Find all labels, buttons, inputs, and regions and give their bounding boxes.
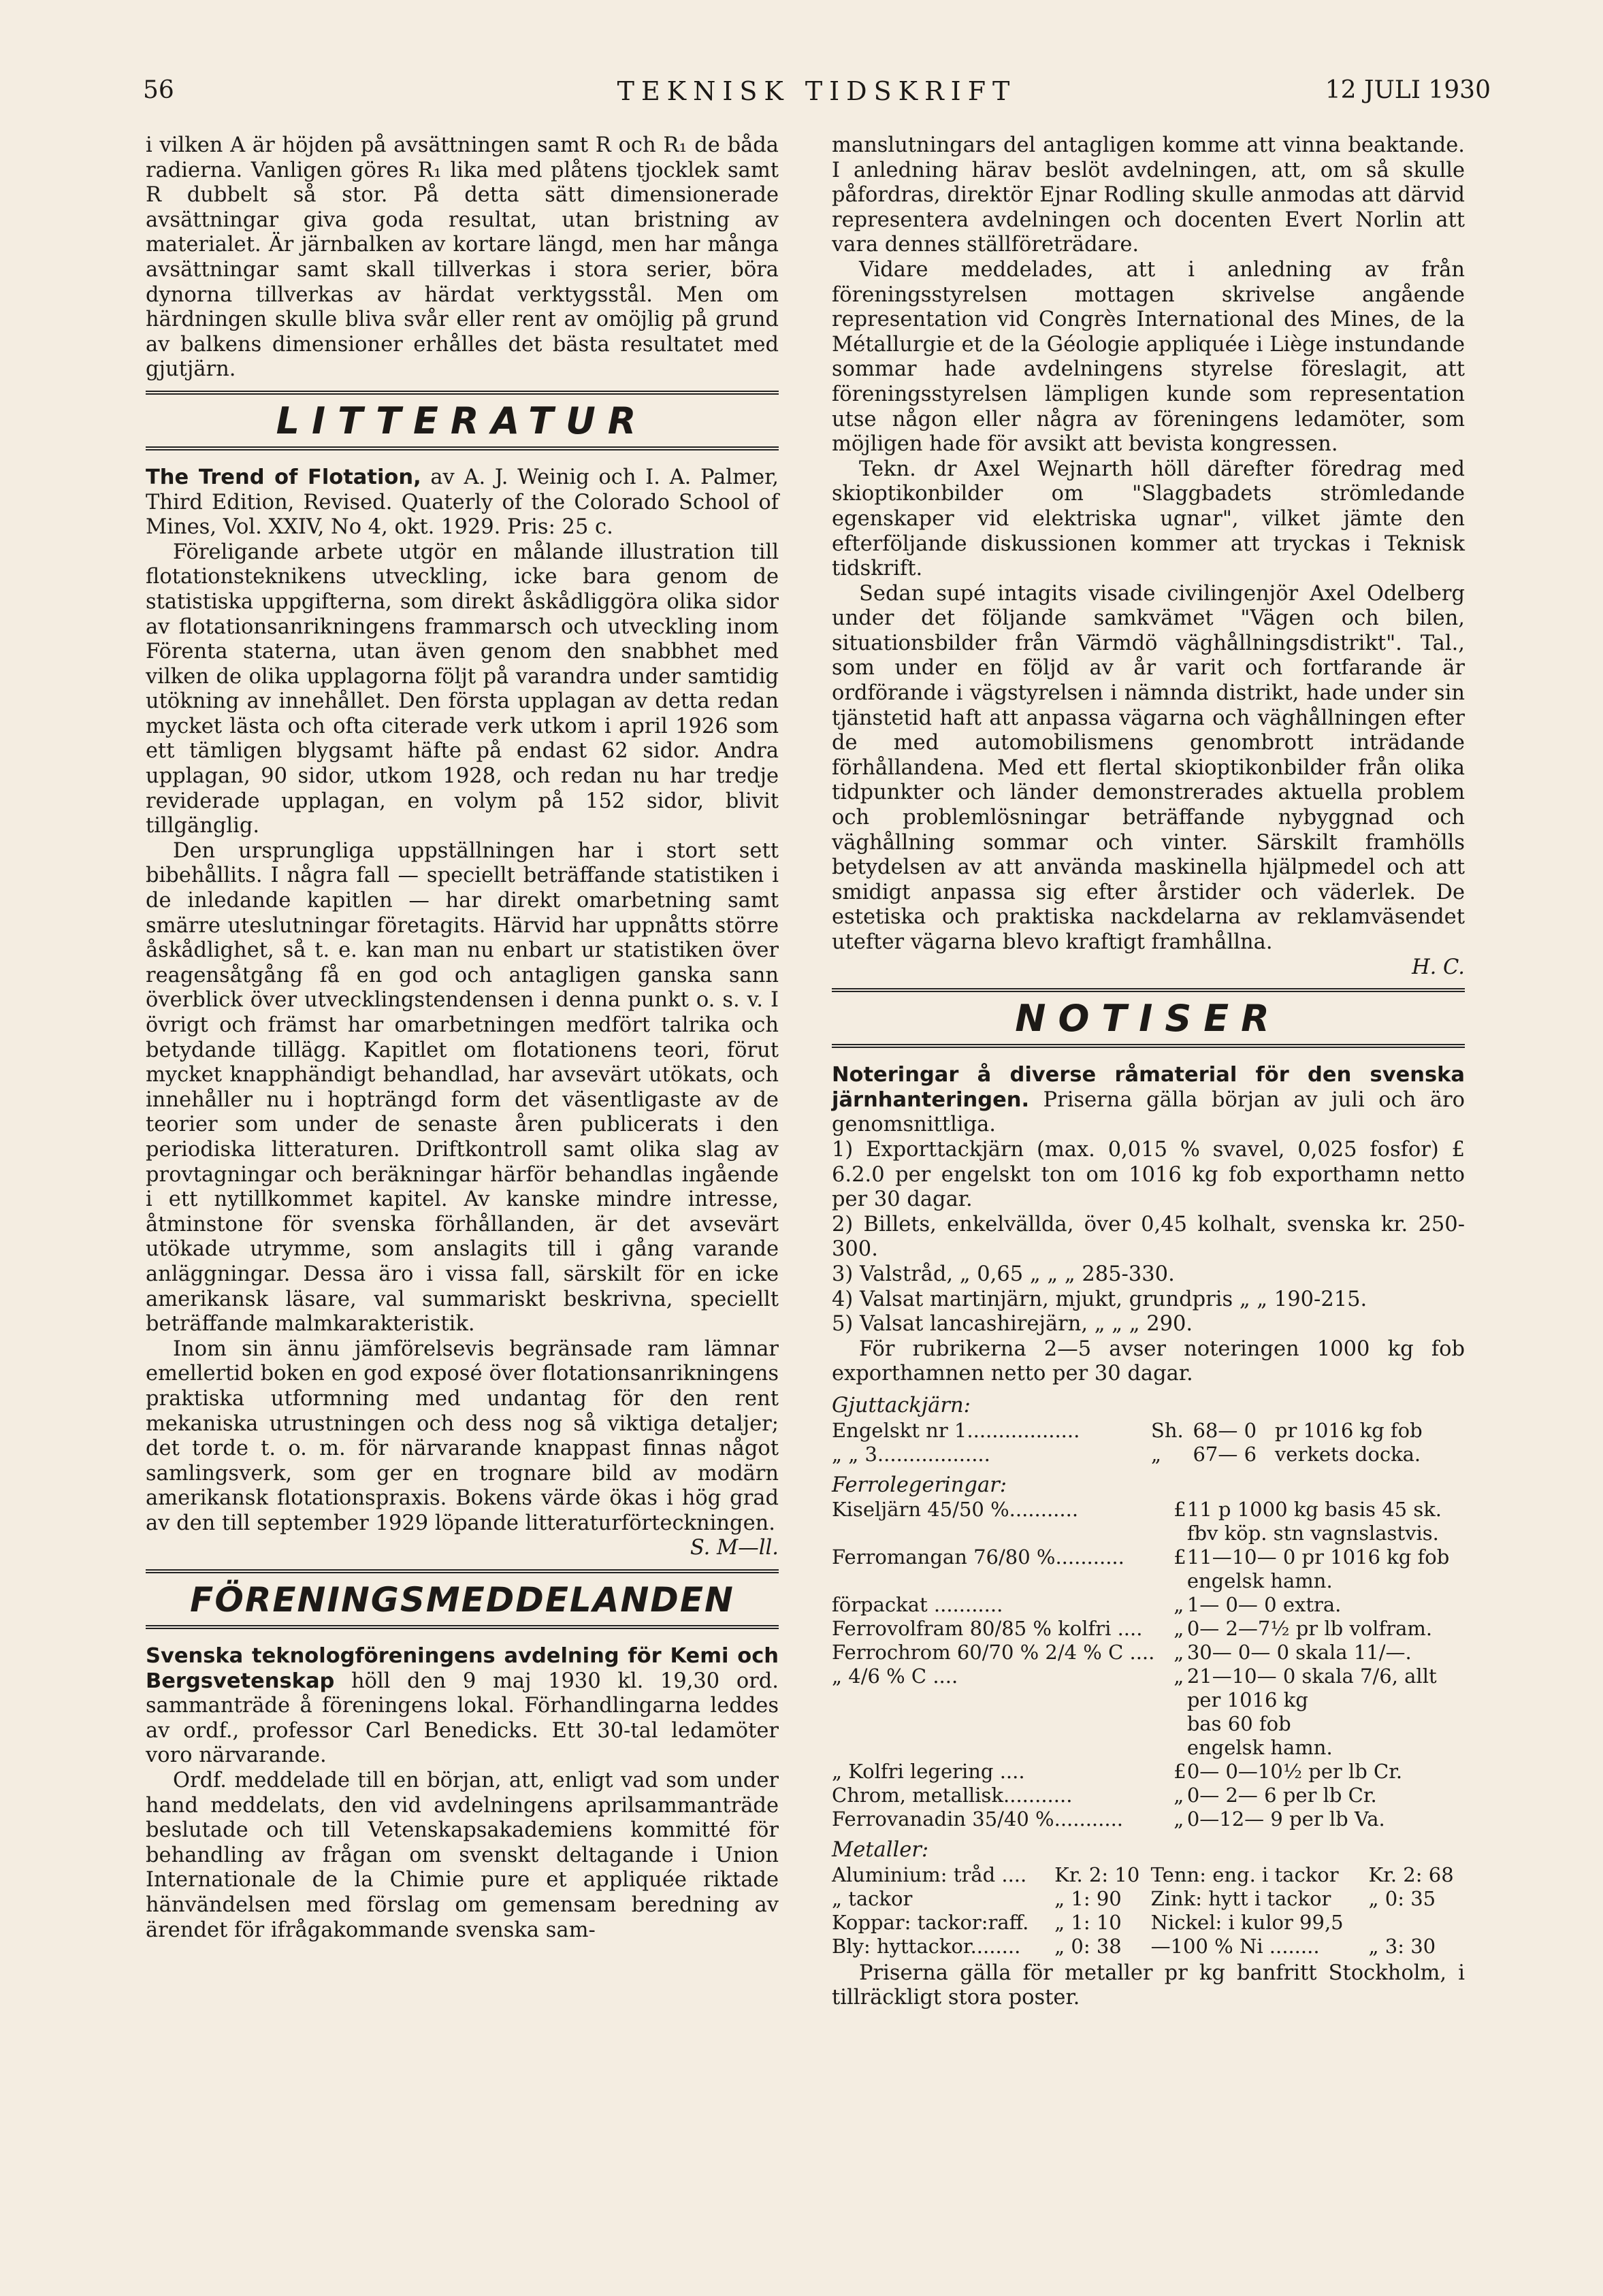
- price: fbv köp. stn vagnslastvis.: [1186, 1522, 1439, 1545]
- issue-date: 12 JULI 1930: [1325, 76, 1491, 104]
- section-litteratur: LITTERATUR: [146, 391, 779, 450]
- book-details: av A. J. Weinig och I. A. Palmer, Third Edition, Revised. Quaterly of the Colorado School of Mines, Vol. XXIV, No 4, okt. 1929. Pris: 25 c.: [146, 465, 779, 540]
- metal-name: Bly: hyttackor........: [832, 1934, 1021, 1958]
- metal-name: Koppar: tackor:raff.: [832, 1910, 1029, 1934]
- assoc-paragraph: Vidare meddelades, att i anledning av från föreningsstyrelsen mottagen skrivelse angående representation vid Congrès International des Mines, de la Métallurgie et de la Géologie appliquée i Liège instundande sommar hade avdelningens styrelse föreslagit, att föreningsstyrelsen lämpligen kunde som representation utse någon eller några av föreningens ledamöter, som möjligen hade för avsikt att bevista kongressen.: [832, 257, 1465, 457]
- currency: [1173, 1736, 1187, 1760]
- currency: £: [1173, 1760, 1186, 1784]
- table-row: [832, 1784, 1465, 1807]
- currency: £: [1173, 1545, 1186, 1569]
- table-row: [832, 1807, 1465, 1831]
- price: 30— 0— 0 skala 11/—.: [1186, 1641, 1412, 1664]
- price-item: 4) Valsat martinjärn, mjukt, grundpris „ „ 190-215.: [832, 1287, 1367, 1311]
- currency: „: [1173, 1641, 1184, 1664]
- intro-paragraph: i vilken A är höjden på avsättningen samt R och R₁ de båda radierna. Vanligen göres R₁ lika med plåtens tjocklek samt R dubbelt så stor. På detta sätt dimensionerade avsättningar giva goda resultat, utan bristning av materialet. Är järnbalken av kortare längd, men har många avsättningar samt skall tillverkas i stora serier, böra dynorna tillverkas av härdat verktygsstål. Men om härdningen skulle bliva svår eller rent av omöjlig på grund av balkens dimensioner erhålles det bästa resultatet med gjutjärn.: [146, 133, 779, 382]
- table-row: [832, 1617, 1465, 1641]
- item-name: [832, 1712, 1173, 1736]
- metal-name: —100 % Ni ........: [1150, 1934, 1320, 1958]
- metal-name: Aluminium: tråd ....: [832, 1863, 1027, 1886]
- price-item: 1) Exporttackjärn (max. 0,015 % svavel, 0,025 fosfor) £ 6.2.0 per engelskt ton om 1016 kg fob exporthamn netto per 30 dagar.: [832, 1137, 1465, 1212]
- item-name: Ferrovolfram 80/85 % kolfri ....: [832, 1617, 1143, 1641]
- price: 0—12— 9 per lb Va.: [1186, 1807, 1385, 1831]
- assoc-intro: [146, 1644, 779, 1769]
- metal-price: „ 1: 90: [1054, 1886, 1122, 1910]
- table-row: [832, 1569, 1465, 1593]
- notice-intro: [832, 1063, 1465, 1138]
- page-header: [143, 76, 1491, 117]
- metal-name: Zink: hytt i tackor: [1150, 1886, 1331, 1910]
- review-paragraph: Den ursprungliga uppställningen har i stort sett bibehållits. I några fall — speciellt beträffande statistiken i de inledande kapitlen — har direkt omarbetning samt smärre uteslutningar företagits. Härvid har uppnåtts större åskådlighet, så t. e. kan man nu enbart ur statistiken över reagensåtgång få en god och antagligen ganska sann överblick över utvecklingstendensen i denna punkt o. s. v. I övrigt och främst har omarbetningen medfört talrika och betydande tillägg. Kapitlet om flotationens teori, förut mycket knapphändigt behandlad, har avsevärt utökats, och innehåller nu i hopträngd form det väsentligaste av de teorier som under de senaste åren publicerats i den periodiska litteraturen. Driftkontroll samt olika slag av provtagningar och beräkningar härför behandlas ingående i ett nytillkommet kapitel. Av kanske mindre intresse, åtminstone för svenska förhållanden, är det avsevärt utökade utrymme, som anslagits till i gång varande anläggningar. Dessa äro i vissa fall, särskilt för en icke amerikansk läsare, val summariskt beskrivna, speciellt beträffande malmkarakteristik.: [146, 838, 779, 1336]
- ferrolegeringar-table: [832, 1498, 1465, 1831]
- price: per 1016 kg: [1186, 1688, 1308, 1712]
- assoc-paragraph: Ordf. meddelade till en början, att, enligt vad som under hand meddelats, den vid avdelningens aprilsammanträde beslutade och till Vetenskapsakademiens kommitté för behandling av frågan om svenskt deltagande i Union Internationale de la Chimie pure et appliquée riktade hänvändelsen med förslag om gemensam beredning av ärendet för ifrågakommande svenska sam-: [146, 1769, 779, 1942]
- table-row: [832, 1688, 1465, 1712]
- table-row: [832, 1593, 1465, 1617]
- price: 11—10— 0 pr 1016 kg fob: [1186, 1545, 1450, 1569]
- page-number: 56: [143, 76, 174, 104]
- item-name: Ferromangan 76/80 %...........: [832, 1545, 1124, 1569]
- price: 0— 0—10½ per lb Cr.: [1186, 1760, 1403, 1784]
- review-paragraph: Föreligande arbete utgör en målande illustration till flotationsteknikens utveckling, icke bara genom de statistiska uppgifterna, som direkt åskådliggöra olika sidor av flotationsanrikningens frammarsch och utveckling inom Förenta staterna, utan även genom den snabbhet med vilken de olika upplagorna följt på varandra under samtidig utökning av innehållet. Den första upplagan av detta redan mycket lästa och ofta citerade verk utkom i april 1926 som ett tämligen blygsamt häfte på endast 62 sidor. Andra upplagan, 90 sidor, utkom 1928, och redan nu har tredje reviderade upplagan, en volym på 152 sidor, blivit tillgänglig.: [146, 540, 779, 838]
- price: 0— 2— 6 per lb Cr.: [1186, 1784, 1377, 1807]
- item-name: Kiseljärn 45/50 %...........: [832, 1498, 1079, 1522]
- right-column: [832, 133, 1465, 2011]
- price: 21—10— 0 skala 7/6, allt: [1186, 1664, 1437, 1688]
- table-row: [832, 1545, 1465, 1569]
- table-row: [832, 1419, 1465, 1443]
- assoc-paragraph: manslutningars del antagligen komme att vinna beaktande. I anledning härav beslöt avdelningen, att, om så skulle påfordras, direktör Ejnar Rodling skulle anmodas att därvid representera avdelningen och docenten Evert Norlin att vara dennes ställföreträdare.: [832, 133, 1465, 257]
- price: 68— 0: [1193, 1418, 1257, 1442]
- table-row: [832, 1911, 1465, 1935]
- metal-name: „ tackor: [832, 1886, 913, 1910]
- item-name: [832, 1569, 1173, 1593]
- price-item: 3) Valstråd, „ 0,65 „ „ „ 285-330.: [832, 1262, 1175, 1286]
- item-name: „ „ 3..................: [832, 1442, 990, 1466]
- metal-name: Nickel: i kulor 99,5: [1150, 1910, 1344, 1934]
- price-item: 2) Billets, enkelvällda, över 0,45 kolhalt, svenska kr. 250-300.: [832, 1212, 1465, 1262]
- table-row: [832, 1760, 1465, 1784]
- currency: [1173, 1569, 1187, 1593]
- currency: „: [1173, 1664, 1184, 1688]
- currency: „: [1173, 1593, 1184, 1617]
- price: 67— 6: [1193, 1442, 1257, 1466]
- table-row: [832, 1887, 1465, 1911]
- currency: [1173, 1522, 1187, 1545]
- item-name: Ferrochrom 60/70 % 2/4 % C ....: [832, 1641, 1155, 1664]
- price: bas 60 fob: [1186, 1712, 1291, 1736]
- currency: „: [1173, 1617, 1184, 1641]
- notice-intro-text: Priserna gälla början av juli och äro genomsnittliga.: [832, 1087, 1465, 1137]
- metal-price: „ 3: 30: [1368, 1934, 1436, 1958]
- item-name: Chrom, metallisk...........: [832, 1784, 1073, 1807]
- book-citation: [146, 465, 779, 540]
- price: 11 p 1000 kg basis 45 sk.: [1186, 1498, 1442, 1522]
- table-row: [832, 1443, 1465, 1466]
- review-paragraph: Inom sin ännu jämförelsevis begränsade ram lämnar emellertid boken en god exposé över flotationsanrikningens praktiska utformning med undantag för den rent mekaniska utrustningen och dess nog så viktiga detaljer; det torde t. o. m. för närvarande knappast finnas något samlingsverk, som ger en trognare bild av modärn amerikansk flotationspraxis. Bokens värde ökas i hög grad av den till september 1929 löpande litteraturförteckningen.: [146, 1336, 779, 1535]
- item-name: Engelskt nr 1..................: [832, 1418, 1080, 1442]
- item-name: förpackat ...........: [832, 1593, 1003, 1617]
- metal-price: [1369, 1911, 1465, 1935]
- assoc-paragraph: Sedan supé intagits visade civilingenjör Axel Odelberg under det följande samkvämet "Vägen och bilen, situationsbilder från Värmdö väghållningsdistrikt". Tal., som under en följd av år varit och fortfarande är ordförande i vägstyrelsen i nämnda distrikt, hade under sin tjänstetid haft att anpassa vägarna och väghållningen efter de med automobilismens genombrott inträdande förhållandena. Med ett flertal skioptikonbilder från olika tidpunkter och länder demonstrerades aktuella problem och problemlösningar beträffande nybyggnad och väghållning sommar och vinter. Särskilt framhölls betydelsen av att använda maskinella hjälpmedel och att smidigt anpassa sig efter årstider och väderlek. De estetiska och praktiska nackdelarna av reklamväsendet utefter vägarna blevo kraftigt framhållna.: [832, 581, 1465, 954]
- price-list: [832, 1138, 1465, 1337]
- metaller-table: [832, 1863, 1465, 1958]
- table-row: [832, 1863, 1465, 1887]
- item-name: [832, 1736, 1173, 1760]
- currency: £: [1173, 1498, 1186, 1522]
- metal-note: Priserna gälla för metaller pr kg banfritt Stockholm, i tillräckligt stora poster.: [832, 1961, 1465, 2010]
- metal-price: „ 0: 35: [1368, 1886, 1436, 1910]
- metal-price: Kr. 2: 68: [1368, 1863, 1454, 1886]
- journal-title: TEKNISK TIDSKRIFT: [617, 76, 1017, 106]
- gjuttackjarn-heading: Gjuttackjärn:: [832, 1393, 971, 1417]
- currency: Sh.: [1150, 1418, 1184, 1442]
- table-row: [832, 1736, 1465, 1760]
- book-title: The Trend of Flotation,: [146, 465, 421, 489]
- item-name: [832, 1522, 1173, 1545]
- section-notiser: NOTISER: [832, 988, 1465, 1048]
- price: 0— 2—7½ pr lb volfram.: [1186, 1617, 1433, 1641]
- ferrolegeringar-heading: Ferrolegeringar:: [832, 1473, 1007, 1497]
- item-name: „ Kolfri legering ....: [832, 1760, 1025, 1784]
- table-row: [832, 1664, 1465, 1688]
- item-name: Ferrovanadin 35/40 %...........: [832, 1807, 1124, 1831]
- table-row: [832, 1641, 1465, 1664]
- review-signature: S. M—ll.: [690, 1536, 779, 1560]
- price-note: pr 1016 kg fob: [1274, 1418, 1423, 1442]
- assoc-intro-text: höll den 9 maj 1930 kl. 19,30 ord. sammanträde å föreningens lokal. Förhandlingarna leddes av ordf., professor Carl Benedicks. Ett 30-tal ledamöter voro närvarande.: [146, 1669, 779, 1768]
- currency: [1173, 1712, 1187, 1736]
- item-name: [832, 1688, 1173, 1712]
- metal-price: „ 1: 10: [1054, 1910, 1122, 1934]
- table-row: [832, 1522, 1465, 1545]
- table-row: [832, 1498, 1465, 1522]
- metal-price: Kr. 2: 10: [1054, 1863, 1140, 1886]
- currency: „: [1150, 1442, 1161, 1466]
- assoc-heading: Svenska teknologföreningens avdelning för Kemi och Bergsvetenskap: [146, 1644, 779, 1693]
- price: 1— 0— 0 extra.: [1186, 1593, 1342, 1617]
- currency: „: [1173, 1784, 1184, 1807]
- price-note: För rubrikerna 2—5 avser noteringen 1000 kg fob exporthamnen netto per 30 dagar.: [832, 1336, 1465, 1386]
- assoc-paragraph: Tekn. dr Axel Wejnarth höll därefter föredrag med skioptikonbilder om "Slaggbadets strömledande egenskaper vid elektriska ugnar", vilket jämte den efterföljande diskussionen kommer att tryckas i Teknisk tidskrift.: [832, 457, 1465, 581]
- metal-price: „ 0: 38: [1054, 1934, 1122, 1958]
- price-note: verkets docka.: [1274, 1442, 1421, 1466]
- gjuttackjarn-table: [832, 1419, 1465, 1466]
- item-name: „ 4/6 % C ....: [832, 1664, 958, 1688]
- metal-name: Tenn: eng. i tackor: [1150, 1863, 1339, 1886]
- price: engelsk hamn.: [1186, 1569, 1333, 1593]
- currency: „: [1173, 1807, 1184, 1831]
- price: engelsk hamn.: [1186, 1736, 1333, 1760]
- price-item: 5) Valsat lancashirejärn, „ „ „ 290.: [832, 1312, 1193, 1336]
- table-row: [832, 1935, 1465, 1958]
- notice-heading: Noteringar å diverse råmaterial för den svenska järnhanteringen.: [832, 1063, 1465, 1112]
- table-row: [832, 1712, 1465, 1736]
- section-foreningsmeddelanden: FÖRENINGSMEDDELANDEN: [146, 1569, 779, 1629]
- assoc-signature: H. C.: [1412, 955, 1465, 979]
- metaller-heading: Metaller:: [832, 1838, 929, 1863]
- currency: [1173, 1688, 1187, 1712]
- left-column: [146, 133, 779, 1943]
